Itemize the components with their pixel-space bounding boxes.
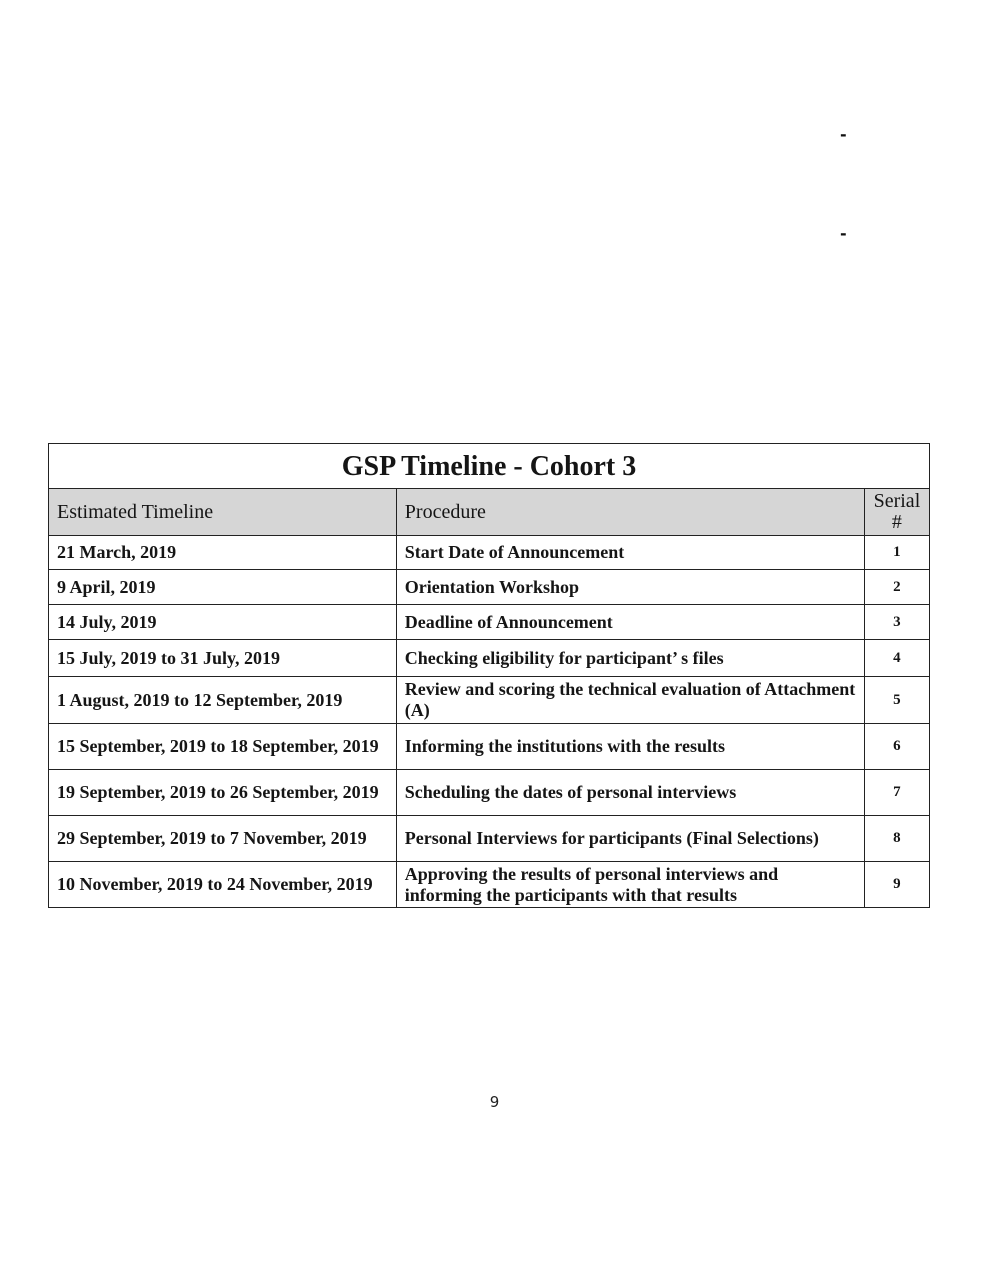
table-title-row: [49, 444, 930, 489]
serial-cell: 8: [864, 816, 929, 862]
header-estimated-timeline: Estimated Timeline: [49, 489, 397, 536]
serial-cell: 5: [864, 677, 929, 724]
timeline-cell: 15 September, 2019 to 18 September, 2019: [49, 724, 397, 770]
procedure-cell: Start Date of Announcement: [396, 536, 864, 570]
procedure-cell: Personal Interviews for participants (Final Selections): [396, 816, 864, 862]
timeline-table: [48, 443, 930, 908]
header-procedure: Procedure: [396, 489, 864, 536]
serial-cell: 2: [864, 570, 929, 605]
timeline-cell: 19 September, 2019 to 26 September, 2019: [49, 770, 397, 816]
table-title: GSP Timeline - Cohort 3: [49, 444, 930, 489]
table-row: [49, 536, 930, 570]
timeline-cell: 29 September, 2019 to 7 November, 2019: [49, 816, 397, 862]
procedure-cell: Checking eligibility for participant’ s files: [396, 640, 864, 677]
table-row: [49, 605, 930, 640]
timeline-cell: 9 April, 2019: [49, 570, 397, 605]
serial-cell: 3: [864, 605, 929, 640]
page-number: 9: [489, 1093, 500, 1111]
table-row: [49, 862, 930, 908]
timeline-cell: 21 March, 2019: [49, 536, 397, 570]
table-row: [49, 816, 930, 862]
procedure-cell: Approving the results of personal interviews and informing the participants with that results: [396, 862, 864, 908]
table-header-row: [49, 489, 930, 536]
bullet-dash: -: [840, 224, 847, 243]
serial-cell: 1: [864, 536, 929, 570]
timeline-cell: 14 July, 2019: [49, 605, 397, 640]
serial-cell: 6: [864, 724, 929, 770]
header-serial: [864, 489, 929, 536]
table-row: [49, 570, 930, 605]
timeline-cell: 10 November, 2019 to 24 November, 2019: [49, 862, 397, 908]
timeline-cell: 15 July, 2019 to 31 July, 2019: [49, 640, 397, 677]
bullet-dash: -: [840, 125, 847, 144]
serial-cell: 9: [864, 862, 929, 908]
procedure-cell: Deadline of Announcement: [396, 605, 864, 640]
procedure-cell: Review and scoring the technical evaluation of Attachment (A): [396, 677, 864, 724]
serial-cell: 7: [864, 770, 929, 816]
table-row: [49, 724, 930, 770]
table-row: [49, 640, 930, 677]
header-serial-hash: #: [891, 511, 902, 533]
table-row: [49, 677, 930, 724]
table-row: [49, 770, 930, 816]
procedure-cell: Orientation Workshop: [396, 570, 864, 605]
timeline-cell: 1 August, 2019 to 12 September, 2019: [49, 677, 397, 724]
procedure-cell: Informing the institutions with the results: [396, 724, 864, 770]
serial-cell: 4: [864, 640, 929, 677]
header-serial-word: Serial: [873, 490, 921, 512]
procedure-cell: Scheduling the dates of personal interviews: [396, 770, 864, 816]
